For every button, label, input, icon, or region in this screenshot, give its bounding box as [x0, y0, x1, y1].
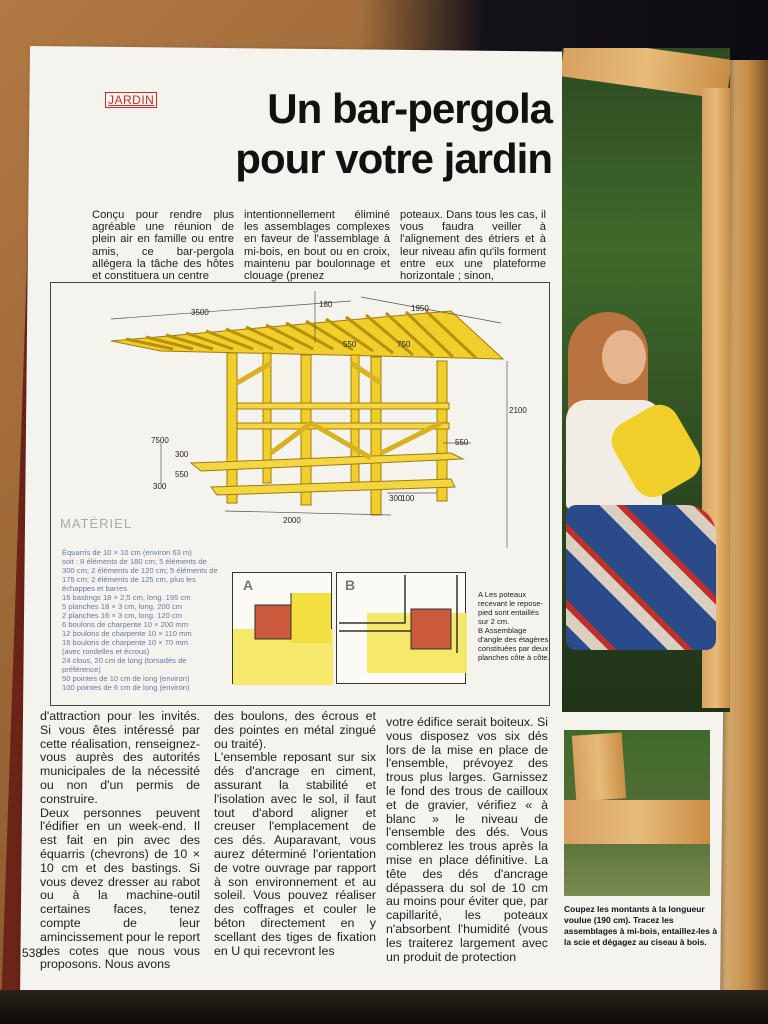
intro-column-2: intentionnellement éliminé les assemblages complexes en faveur de l'assemblage à mi-bois, en bout ou en croix, maintenu par boulonnage et clouage (prenez — [244, 209, 390, 283]
dimension-label: 7500 — [151, 436, 169, 445]
figure-legend: A Les poteaux recevant le repose-pied sont entaillés sur 2 cm. B Assemblage d'angle des étagères constituées par deux planches côte à côte. — [478, 590, 550, 662]
body-column-2: des boulons, des écrous et des pointes en métal zingué ou traité). L'ensemble reposant sur six dés d'ancrage en ciment, assurant la stabilité et l'isolation avec le sol, il faut tout d'abord aligner et creuser l'emplacement de ces dés. Auparavant, vous aurez déterminé l'orientation de votre ouvrage par rapport à son environnement et au soleil. Vous pouvez réaliser des coffrages et couler le béton directement en y scellant des tiges de fixation en U qui recevront les — [214, 709, 376, 958]
intro-column-3: poteaux. Dans tous les cas, il vous faudra veiller à l'alignement des étriers et à leur niveau afin qu'ils forment entre eux une plateforme horizontale ; sinon, — [400, 209, 546, 283]
girl-skirt — [566, 505, 716, 650]
roof-slats — [111, 311, 503, 359]
detail-a-box — [232, 572, 332, 684]
body-column-1: d'attraction pour les invités. Si vous êtes intéressé par cette réalisation, renseignez-vous auprès des autorités municipales de la nécessité ou non d'un permis de construire. Deux personnes peuvent l'édifier en un week-end. Il est fait en pin avec des équarris (chevrons) de 10 × 10 cm et des bastings. Si vous devez dresser au rabot ou à la machine-outil certaines faces, tenez compte de leur amincissement pour le report des cotes que nous vous proposons. Nous avons — [40, 709, 200, 972]
photo-beam-horizontal — [564, 800, 710, 844]
photo-beam-upright — [572, 732, 626, 801]
bottom-shadow — [0, 990, 768, 1024]
body-column-3: votre édifice serait boiteux. Si vous disposez vos six dés lors de la mise en place de l'ensemble, prévoyez des trous plus larges. Garnissez le fond des trous de cailloux et de gravier, vérifiez « à blanc » le niveau de l'ensemble des dés. Vous comblerez les trous après la mise en place définitive. La tête des dés d'ancrage dépassera du sol de 10 cm au moins pour éviter que, par capillarité, les poteaux n'absorbent l'humidité (vous les traiterez largement avec un produit de protection — [386, 715, 548, 964]
dimension-label: 300 — [175, 450, 189, 459]
dimension-label: 550 — [343, 340, 357, 349]
article-title: Un bar-pergola pour votre jardin — [235, 85, 552, 182]
page-number: 538 — [22, 946, 43, 960]
dimension-label: 550 — [175, 470, 189, 479]
photo-wood-joint — [564, 730, 710, 896]
detail-b-drawing — [337, 573, 467, 685]
materials-list: Équarris de 10 × 10 cm (environ 63 m) soit : 8 éléments de 180 cm; 5 éléments de 300 cm; 2 éléments de 120 cm; 5 éléments de 175 cm; 2 éléments de 125 cm, plus les échappes et barres 16 bastings 18 × 2,5 cm, long. 195 cm 5 planches 18 × 3 cm, long. 200 cm 2 planches 16 × 3 cm, long. 120 cm 6 boulons de charpente 10 × 200 mm 12 boulons de charpente 10 × 110 mm 16 boulons de charpente 10 × 70 mm (avec rondelles et écrous) 24 clous, 20 cm de long (torsadés de préférence) 50 pointes de 10 cm de long (environ) 100 pointes de 6 cm de long (environ) — [62, 548, 218, 692]
dimension-label: 300 — [389, 494, 403, 503]
detail-b-label: B — [345, 577, 356, 593]
photo-caption: Coupez les montants à la longueur voulue (190 cm). Tracez les assemblages à mi-bois, entaillez-les à la scie et dégagez au ciseau à bois. — [564, 904, 718, 947]
dimension-label: 750 — [397, 340, 411, 349]
detail-a-label: A — [243, 577, 254, 593]
intro-column-1: Conçu pour rendre plus agréable une réunion de plein air en famille ou entre amis, ce bar-pergola allégera la tâche des hôtes et constituera un centre — [92, 209, 234, 283]
dimension-label: 300 — [153, 482, 167, 491]
category-label: JARDIN — [105, 92, 157, 108]
dimension-label: 180 — [319, 300, 333, 309]
detail-b-box — [336, 572, 466, 684]
materials-heading: MATÉRIEL — [60, 516, 133, 531]
dimension-label: 100 — [401, 494, 415, 503]
dimension-label: 1950 — [411, 304, 429, 313]
dimension-label: 3500 — [191, 308, 209, 317]
dimension-label: 2000 — [283, 516, 301, 525]
dimension-label: 2100 — [509, 406, 527, 415]
detail-a-drawing — [233, 573, 333, 685]
dimension-label: 550 — [455, 438, 469, 447]
girl-face — [602, 330, 646, 384]
